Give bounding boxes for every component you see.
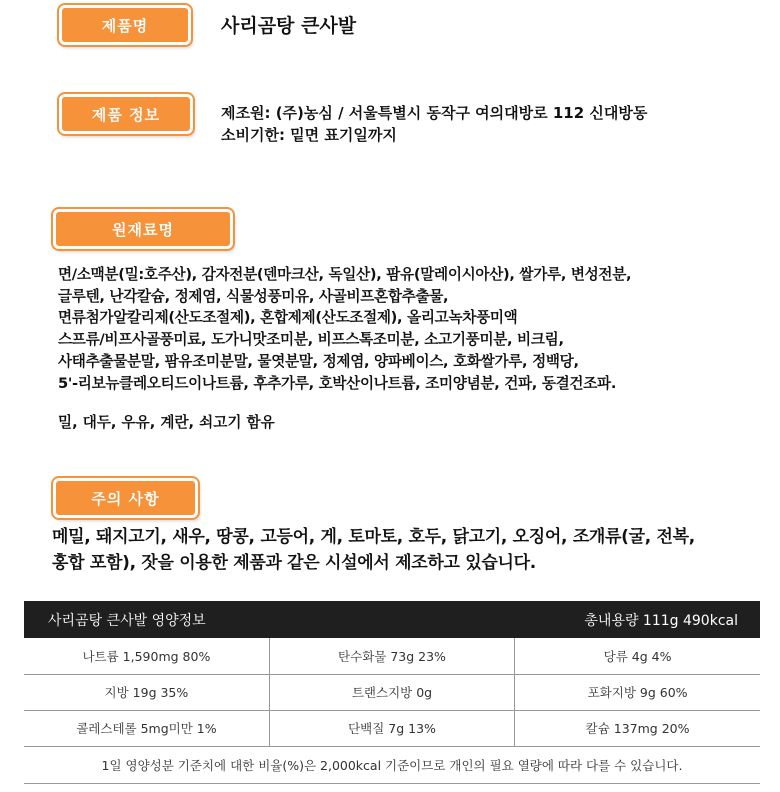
nutrient-cell: 포화지방 9g 60% xyxy=(515,674,760,710)
ingredients-line: 글루텐, 난각칼슘, 정제염, 식물성풍미유, 사골비프혼합추출물, xyxy=(58,287,449,305)
nutrient-cell: 단백질 7g 13% xyxy=(269,710,514,746)
expiry-text: 소비기한: 밑면 표기일까지 xyxy=(221,126,397,144)
product-name: 사리곰탕 큰사발 xyxy=(221,15,357,37)
table-row xyxy=(24,674,760,710)
ingredients-badge: 원재료명 xyxy=(53,209,233,249)
nutrition-total: 총내용량 111g 490kcal xyxy=(584,612,738,629)
caution-text xyxy=(52,524,695,576)
table-row xyxy=(24,710,760,746)
nutrition-table xyxy=(24,638,760,747)
ingredients-list xyxy=(58,264,631,394)
caution-line: 홍합 포함), 잣을 이용한 제품과 같은 시설에서 제조하고 있습니다. xyxy=(52,553,536,573)
product-info-badge: 제품 정보 xyxy=(59,94,193,134)
ingredients-line: 스프류/비프사골풍미료, 도가니맛조미분, 비프스톡조미분, 소고기풍미분, 비크림, xyxy=(58,331,564,349)
ingredients-line: 면/소맥분(밀:호주산), 감자전분(덴마크산, 독일산), 팜유(말레이시아산), 쌀가루, 변성전분, xyxy=(58,266,632,283)
ingredients-line: 사태추출물분말, 팜유조미분말, 물엿분말, 정제염, 양파베이스, 호화쌀가루, 정백당, xyxy=(58,352,579,370)
nutrient-cell: 나트륨 1,590mg 80% xyxy=(24,638,269,674)
allergens-text: 밀, 대두, 우유, 계란, 쇠고기 함유 xyxy=(58,414,275,431)
nutrition-note: 1일 영양성분 기준치에 대한 비율(%)은 2,000kcal 기준이므로 개인의 필요 열량에 따라 다를 수 있습니다. xyxy=(24,746,760,784)
caution-line: 메밀, 돼지고기, 새우, 땅콩, 고등어, 게, 토마토, 호두, 닭고기, 오징어, 조개류(굴, 전복, xyxy=(52,527,695,547)
nutrient-cell: 트랜스지방 0g xyxy=(269,674,514,710)
product-name-badge: 제품명 xyxy=(59,5,191,45)
nutrient-cell: 지방 19g 35% xyxy=(24,674,269,710)
caution-badge: 주의 사항 xyxy=(53,478,198,518)
ingredients-line: 면류첨가알칼리제(산도조절제), 혼합제제(산도조절제), 올리고녹차풍미액 xyxy=(58,309,518,327)
nutrition-title: 사리곰탕 큰사발 영양정보 xyxy=(48,612,206,629)
ingredients-line: 5'-리보뉴클레오티드이나트륨, 후추가루, 호박산이나트륨, 조미양념분, 건파, 동결건조파. xyxy=(58,374,617,392)
nutrient-cell: 당류 4g 4% xyxy=(515,638,760,674)
manufacturer-text: 제조원: (주)농심 / 서울특별시 동작구 여의대방로 112 신대방동 xyxy=(221,104,648,122)
table-row xyxy=(24,638,760,674)
nutrition-header xyxy=(24,601,760,638)
nutrient-cell: 칼슘 137mg 20% xyxy=(515,710,760,746)
nutrient-cell: 탄수화물 73g 23% xyxy=(269,638,514,674)
nutrient-cell: 콜레스테롤 5mg미만 1% xyxy=(24,710,269,746)
